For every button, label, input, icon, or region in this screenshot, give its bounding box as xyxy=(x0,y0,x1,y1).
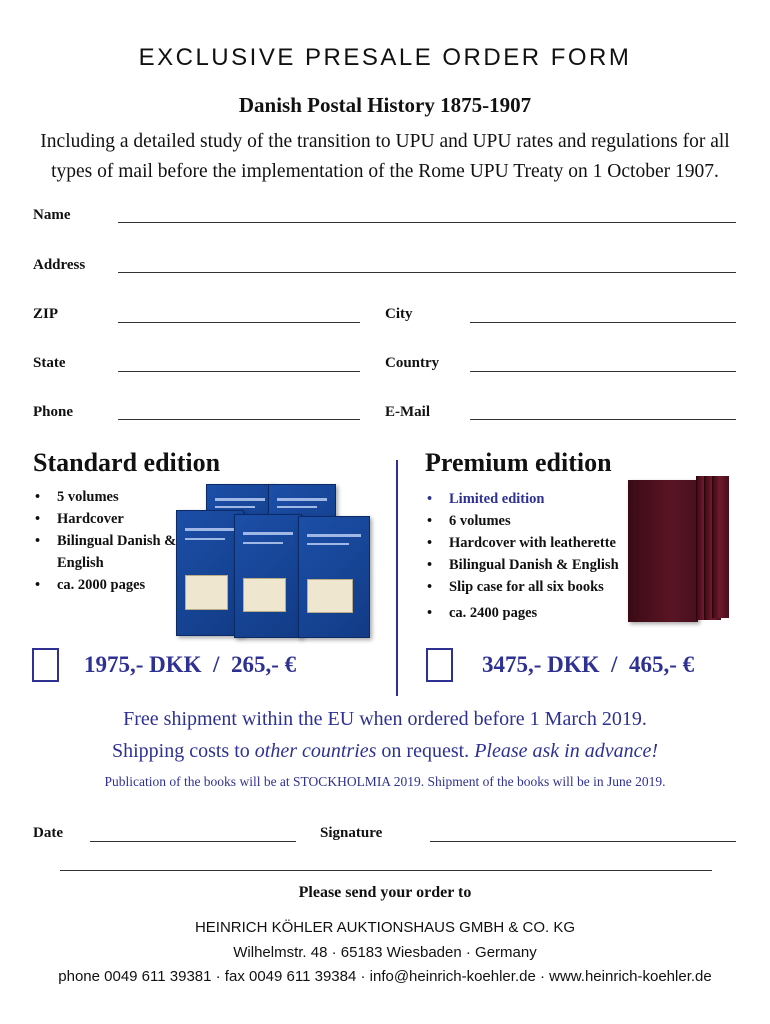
city-field[interactable] xyxy=(470,322,736,323)
state-label: State xyxy=(33,355,66,371)
standard-feature-list xyxy=(33,486,183,596)
other-countries-text: other countries xyxy=(254,740,377,762)
list-item: • ca. 2000 pages xyxy=(33,574,183,596)
on-request-text: on request. xyxy=(376,740,475,762)
list-item: • ca. 2400 pages xyxy=(425,602,625,624)
country-field[interactable] xyxy=(470,371,736,372)
separator-line xyxy=(60,870,712,871)
country-label: Country xyxy=(385,355,440,371)
address-label: Address xyxy=(33,257,86,273)
book-title: Danish Postal History 1875-1907 xyxy=(238,93,532,117)
list-item: • Bilingual Danish & English xyxy=(33,530,183,574)
list-item: • Slip case for all six books xyxy=(425,576,625,598)
standard-price: 1975,- DKK / 265,- € xyxy=(84,652,297,677)
list-item: • 6 volumes xyxy=(425,510,625,532)
book-description: Including a detailed study of the transition to UPU and UPU rates and regulations for all types of mail before the implementation of the Rome UPU Treaty on 1 October 1907. xyxy=(40,131,730,182)
name-label: Name xyxy=(33,207,71,223)
zip-label: ZIP xyxy=(33,306,59,322)
standard-books-image xyxy=(172,482,372,638)
name-field[interactable] xyxy=(118,222,736,223)
list-item: • Limited edition xyxy=(425,488,625,510)
address-field[interactable] xyxy=(118,272,736,273)
edition-divider xyxy=(396,460,398,696)
premium-edition-checkbox[interactable] xyxy=(426,648,453,682)
send-order-heading: Please send your order to xyxy=(298,884,472,901)
ask-in-advance-text: Please ask in advance! xyxy=(474,740,659,762)
shipping-costs-note xyxy=(0,740,770,763)
signature-field[interactable] xyxy=(430,841,736,842)
date-label: Date xyxy=(33,825,63,841)
zip-field[interactable] xyxy=(118,322,360,323)
phone-label: Phone xyxy=(33,404,74,420)
shipping-costs-text: Shipping costs to xyxy=(111,740,255,762)
company-name: HEINRICH KÖHLER AUKTIONSHAUS GMBH & CO. KG xyxy=(194,919,576,936)
premium-slipcase-image xyxy=(628,476,728,626)
standard-edition-title: Standard edition xyxy=(33,448,221,477)
email-label: E-Mail xyxy=(385,404,430,420)
email-field[interactable] xyxy=(470,419,736,420)
premium-feature-list xyxy=(425,488,625,624)
list-item: • Bilingual Danish & English xyxy=(425,554,625,576)
publication-note: Publication of the books will be at STOCKHOLMIA 2019. Shipment of the books will be in June 2019. xyxy=(104,774,666,789)
list-item: • Hardcover with leatherette xyxy=(425,532,625,554)
city-label: City xyxy=(385,306,413,322)
list-item: • Hardcover xyxy=(33,508,183,530)
standard-edition-checkbox[interactable] xyxy=(32,648,59,682)
date-field[interactable] xyxy=(90,841,296,842)
phone-field[interactable] xyxy=(118,419,360,420)
premium-edition-title: Premium edition xyxy=(425,448,612,477)
free-shipment-note: Free shipment within the EU when ordered before 1 March 2019. xyxy=(123,708,647,730)
signature-label: Signature xyxy=(320,825,383,841)
form-heading: EXCLUSIVE PRESALE ORDER FORM xyxy=(138,44,632,71)
premium-price: 3475,- DKK / 465,- € xyxy=(482,652,695,677)
company-contact: phone 0049 611 39381 · fax 0049 611 39384 · info@heinrich-koehler.de · www.heinrich-koehler.de xyxy=(58,968,712,985)
list-item: • 5 volumes xyxy=(33,486,183,508)
state-field[interactable] xyxy=(118,371,360,372)
company-address: Wilhelmstr. 48 · 65183 Wiesbaden · Germany xyxy=(233,944,537,961)
